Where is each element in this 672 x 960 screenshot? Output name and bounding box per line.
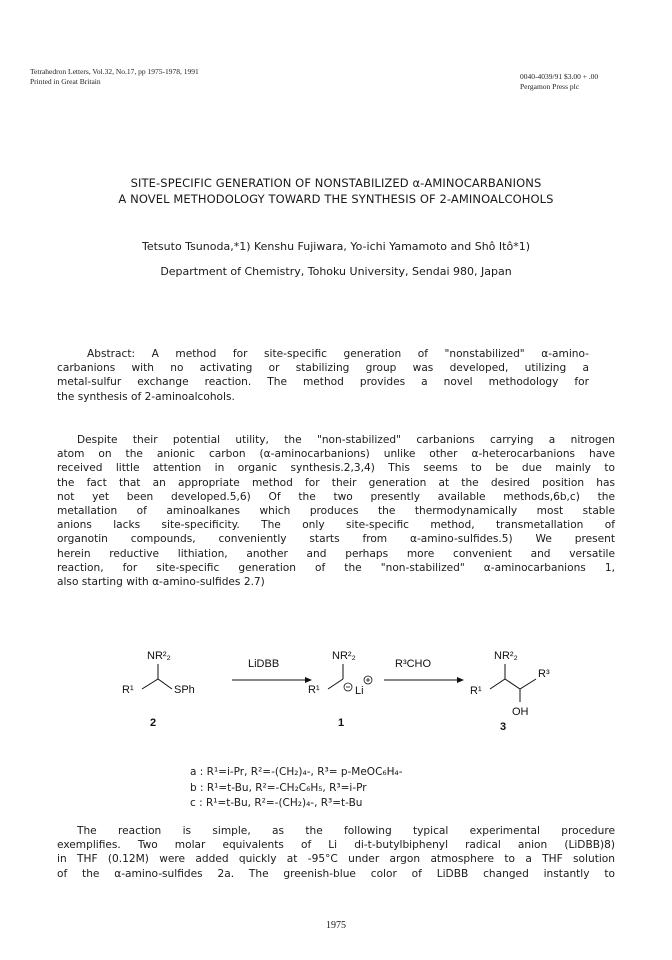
compound-label-3: 3 bbox=[500, 721, 507, 733]
substituent-table bbox=[190, 765, 403, 812]
nr2-group: NR²₂ bbox=[147, 650, 171, 662]
author-list: Tetsuto Tsunoda,*1) Kenshu Fujiwara, Yo-ichi Yamamoto and Shô Itô*1) bbox=[142, 240, 530, 253]
journal-line-1: Tetrahedron Letters, Vol.32, No.17, pp 1975-1978, 1991 bbox=[30, 67, 199, 76]
text-line: the fact that an appropriate method for their generation at the desired position has bbox=[57, 476, 615, 489]
variant-c: c : R¹=t-Bu, R²=-(CH₂)₄-, R³=t-Bu bbox=[190, 797, 363, 809]
text-line: metallation of aminoalkanes which produces the thermodynamically most stable bbox=[57, 505, 615, 518]
oh-group: OH bbox=[512, 706, 529, 718]
journal-line-2: Printed in Great Britain bbox=[30, 77, 101, 86]
text-line: Despite their potential utility, the "non-stabilized" carbanions carrying a nitrogen bbox=[77, 434, 615, 446]
abstract bbox=[57, 347, 589, 404]
paper-title-line-1: SITE-SPECIFIC GENERATION OF NONSTABILIZED α-AMINOCARBANIONS bbox=[130, 176, 542, 190]
nr2-group: NR²₂ bbox=[494, 650, 518, 662]
abstract-line: carbanions with no activating or stabilizing group was developed, utilizing a bbox=[57, 362, 589, 375]
text-line: The reaction is simple, as the following typical experimental procedure bbox=[77, 825, 615, 837]
r1-group: R¹ bbox=[308, 684, 320, 696]
nr2-group: NR²₂ bbox=[332, 650, 356, 662]
abstract-line: the synthesis of 2-aminoalcohols. bbox=[57, 390, 235, 403]
code-line-2: Pergamon Press plc bbox=[520, 82, 580, 91]
variant-a: a : R¹=i-Pr, R²=-(CH₂)₄-, R³= p-MeOC₆H₄- bbox=[190, 766, 403, 778]
text-line: not yet been developed.5,6) Of the two presently available methods,6b,c) the bbox=[57, 490, 615, 503]
text-line: reaction, for site-specific generation of the "non-stabilized" α-aminocarbanions 1, bbox=[57, 561, 615, 574]
text-line: in THF (0.12M) were added quickly at -95°C under argon atmosphere to a THF solution bbox=[57, 853, 615, 866]
text-line: anions lacks site-specificity. The only site-specific method, transmetallation of bbox=[57, 519, 615, 532]
variant-b: b : R¹=t-Bu, R²=-CH₂C₆H₅, R³=i-Pr bbox=[190, 781, 367, 794]
text-line: received little attention in organic synthesis.2,3,4) This seems to be due mainly to bbox=[57, 462, 615, 475]
reagent-lidbb: LiDBB bbox=[248, 658, 280, 670]
affiliation: Department of Chemistry, Tohoku University, Sendai 980, Japan bbox=[160, 265, 512, 278]
journal-citation bbox=[30, 67, 199, 87]
r1-group: R¹ bbox=[122, 684, 134, 696]
r1-group: R¹ bbox=[470, 685, 482, 697]
publisher-code bbox=[520, 72, 598, 92]
code-line-1: 0040-4039/91 $3.00 + .00 bbox=[520, 72, 599, 81]
li-atom: Li bbox=[355, 685, 364, 697]
text-line: of the α-amino-sulfides 2a. The greenish-blue color of LiDBB changed instantly to bbox=[57, 867, 615, 880]
text-line: herein reductive lithiation, another and perhaps more convenient and versatile bbox=[57, 547, 615, 560]
text-line: organotin compounds, conveniently starts from α-amino-sulfides.5) We present bbox=[57, 533, 615, 546]
sph-group: SPh bbox=[174, 684, 195, 696]
reagent-aldehyde: R³CHO bbox=[395, 658, 432, 670]
text-line: exemplifies. Two molar equivalents of Li di-t-butylbiphenyl radical anion (LiDBB)8) bbox=[57, 839, 615, 852]
page-number: 1975 bbox=[326, 920, 346, 931]
compound-label-2: 2 bbox=[150, 717, 157, 729]
paper-title-line-2: A NOVEL METHODOLOGY TOWARD THE SYNTHESIS OF 2-AMINOALCOHOLS bbox=[118, 192, 554, 206]
abstract-line: Abstract: A method for site-specific generation of "nonstabilized" α-amino- bbox=[87, 348, 589, 360]
intro-paragraph bbox=[57, 433, 615, 589]
r3-group: R³ bbox=[538, 668, 550, 680]
compound-label-1: 1 bbox=[338, 717, 345, 729]
reaction-scheme bbox=[100, 643, 580, 763]
abstract-line: metal-sulfur exchange reaction. The method provides a novel methodology for bbox=[57, 376, 589, 389]
text-line: also starting with α-amino-sulfides 2.7) bbox=[57, 576, 265, 589]
text-line: atom on the anionic carbon (α-aminocarbanions) unlike other α-heterocarbanions have bbox=[57, 448, 615, 461]
procedure-paragraph bbox=[57, 824, 615, 881]
